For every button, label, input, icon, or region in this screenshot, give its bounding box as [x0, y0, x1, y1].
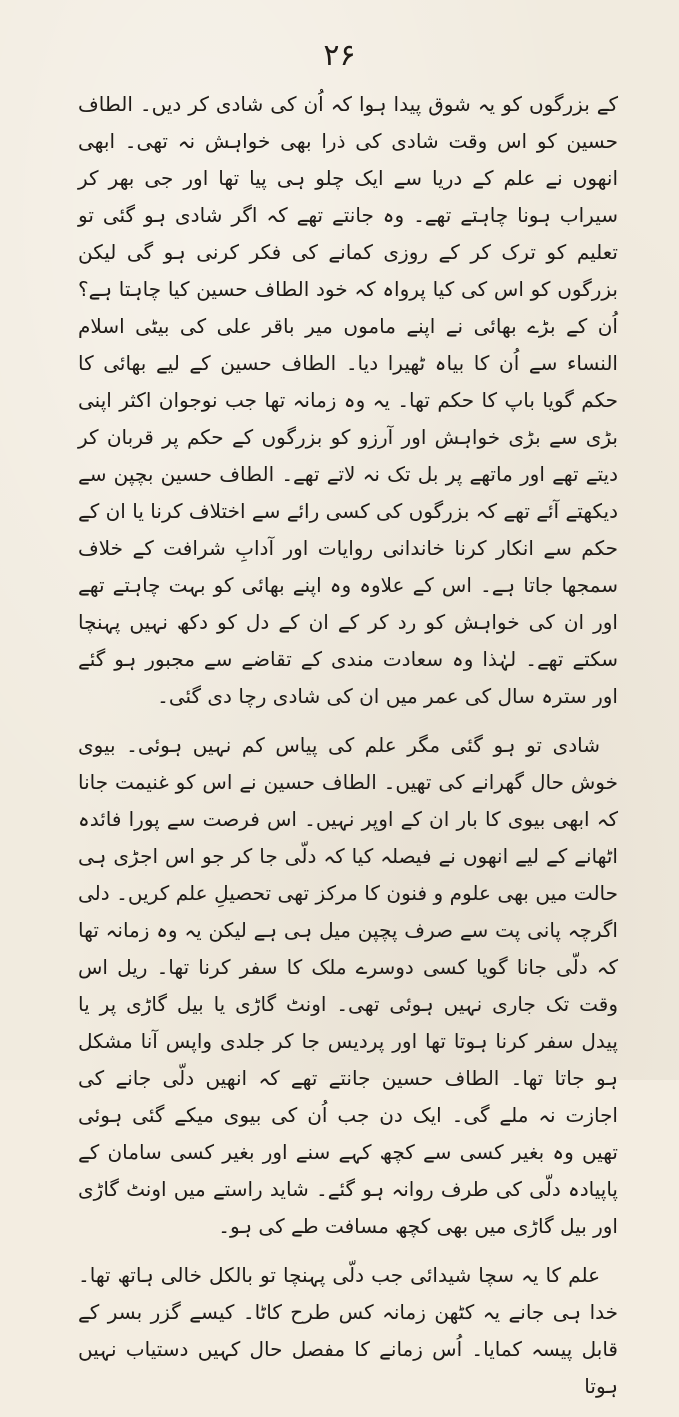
paragraph: کے بزرگوں کو یہ شوق پیدا ہوا کہ اُن کی شادی کر دیں۔ الطاف حسین کو اس وقت شادی کی ذرا بھی خواہش نہ تھی۔ ابھی انھوں نے علم کے دریا سے ایک چلو ہی پیا تھا اور جی بھر کر سیراب ہونا چاہتے تھے۔ وہ جانتے تھے کہ اگر شادی ہو گئی تو تعلیم کو ترک کر کے روزی کمانے کی فکر کرنی ہو گی لیکن بزرگوں کو اس کی کیا پرواہ کہ خود الطاف حسین کیا چاہتا ہے؟ اُن کے بڑے بھائی نے اپنے ماموں میر باقر علی کی بیٹی اسلام النساء سے اُن کا بیاہ ٹھیرا دیا۔ الطاف حسین کے لیے بھائی کا حکم گویا باپ کا حکم تھا۔ یہ وہ زمانہ تھا جب نوجوان اکثر اپنی بڑی سے بڑی خواہش اور آرزو کو بزرگوں کے حکم پر قربان کر دیتے تھے اور ماتھے پر بل تک نہ لاتے تھے۔ الطاف حسین بچپن سے دیکھتے آئے تھے کہ بزرگوں کی کسی رائے سے اختلاف کرنا یا ان کے حکم سے انکار کرنا خاندانی روایات اور آدابِ شرافت کے خلاف سمجھا جاتا ہے۔ اس کے علاوہ وہ اپنے بھائی کو بہت چاہتے تھے اور ان کی خواہش کو رد کر کے ان کے دل کو دکھ نہیں پہنچا سکتے تھے۔ لہٰذا وہ سعادت مندی کے تقاضے سے مجبور ہو گئے اور سترہ سال کی عمر میں ان کی شادی رچا دی گئی۔	[78, 92, 618, 708]
body-text	[78, 86, 618, 1417]
page-number: ۲۶	[323, 38, 356, 73]
paragraph: شادی تو ہو گئی مگر علم کی پیاس کم نہیں ہوئی۔ بیوی خوش حال گھرانے کی تھیں۔ الطاف حسین نے اس کو غنیمت جانا کہ ابھی بیوی کا بار ان کے اوپر نہیں۔ اس فرصت سے پورا فائدہ اٹھانے کے لیے انھوں نے فیصلہ کیا کہ دلّی جا کر جو اس اجڑی ہی حالت میں بھی علوم و فنون کا مرکز تھی تحصیلِ علم کریں۔ دلی اگرچہ پانی پت سے صرف پچپن میل ہی ہے لیکن یہ وہ زمانہ تھا کہ دلّی جانا گویا کسی دوسرے ملک کا سفر کرنا تھا۔ ریل اس وقت تک جاری نہیں ہوئی تھی۔ اونٹ گاڑی یا بیل گاڑی پر یا پیدل سفر کرنا ہوتا تھا اور پردیس جا کر جلدی واپس آنا مشکل ہو جاتا تھا۔ الطاف حسین جانتے تھے کہ انھیں دلّی جانے کی اجازت نہ ملے گی۔ ایک دن جب اُن کی بیوی میکے گئی ہوئی تھیں وہ بغیر کسی سے کچھ کہے سنے اور بغیر کسی سامان کے پاپیادہ دلّی کی طرف روانہ ہو گئے۔ شاید راستے میں اونٹ گاڑی اور بیل گاڑی میں بھی کچھ مسافت طے کی ہو۔	[78, 733, 618, 1238]
paragraph: علم کا یہ سچا شیدائی جب دلّی پہنچا تو بالکل خالی ہاتھ تھا۔ خدا ہی جانے یہ کٹھن زمانہ کس طرح کاٹا۔ کیسے گزر بسر کے قابل پیسہ کمایا۔ اُس زمانے کا مفصل حال کہیں دستیاب نہیں ہوتا	[78, 1263, 618, 1398]
